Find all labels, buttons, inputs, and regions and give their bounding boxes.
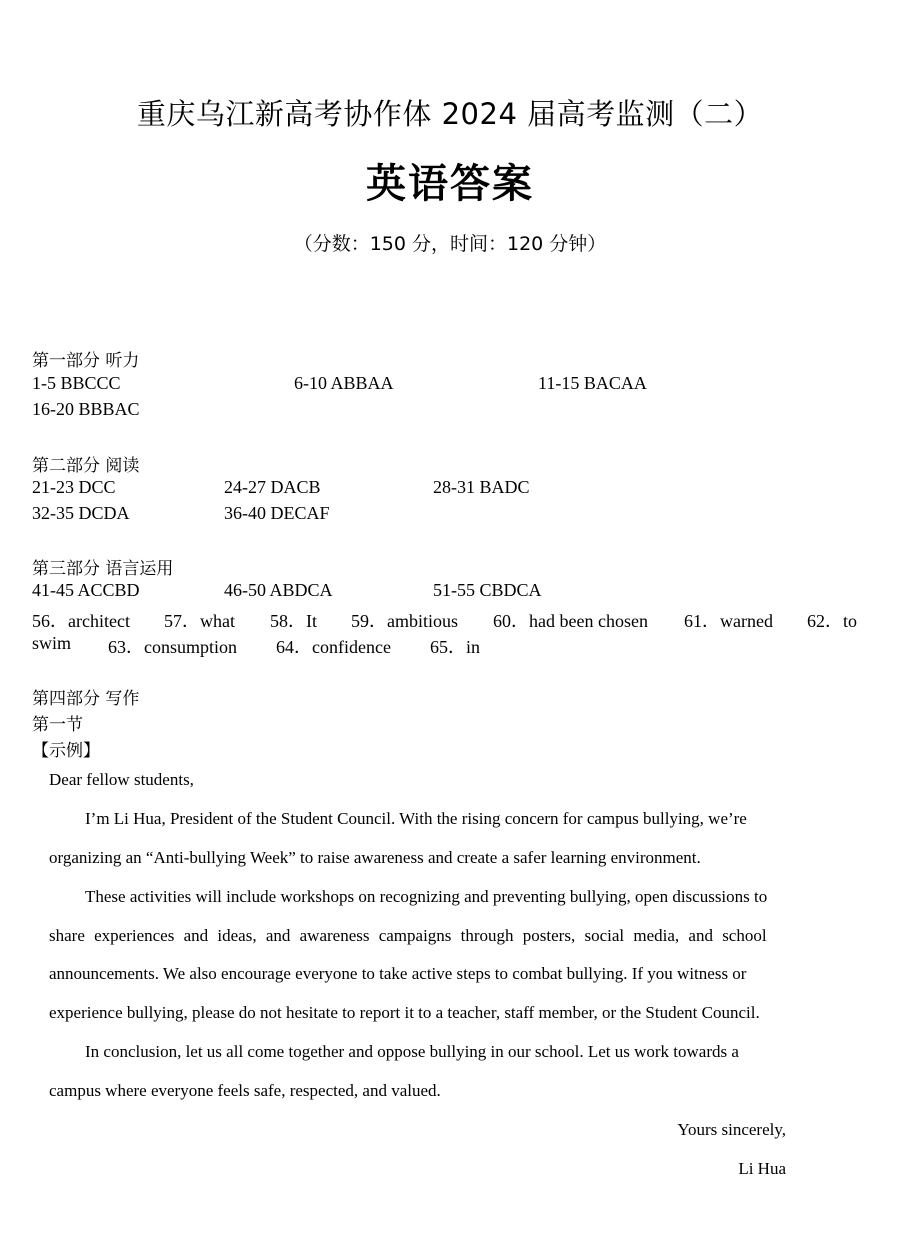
- essay-line: In conclusion, let us all come together and oppose bullying in our school. Let us work towards a: [85, 1042, 739, 1061]
- fill-answer: 61．warned: [684, 611, 773, 631]
- score-time-info: （分数：150 分，时间：120 分钟）: [293, 233, 607, 255]
- section-heading: 第一节: [32, 715, 83, 735]
- fill-answer: 58．It: [270, 611, 317, 631]
- answer-group: 11-15 BACAA: [538, 373, 647, 393]
- essay-signature: Li Hua: [738, 1159, 786, 1178]
- fill-answer: 59．ambitious: [351, 611, 458, 631]
- exam-title: 重庆乌江新高考协作体 2024 届高考监测（二）: [136, 97, 764, 131]
- part3-heading: 第三部分 语言运用: [32, 559, 174, 579]
- answer-group: 24-27 DACB: [224, 477, 321, 497]
- part2-heading: 第二部分 阅读: [32, 456, 140, 476]
- answer-group: 32-35 DCDA: [32, 503, 130, 523]
- essay-closing: Yours sincerely,: [677, 1120, 786, 1139]
- fill-answer: swim: [32, 633, 72, 653]
- fill-answer: 60．had been chosen: [493, 611, 648, 631]
- answer-group: 36-40 DECAF: [224, 503, 330, 523]
- essay-line: campus where everyone feels safe, respected, and valued.: [49, 1081, 441, 1100]
- answer-group: 28-31 BADC: [433, 477, 530, 497]
- fill-answer: 57．what: [164, 611, 235, 631]
- answer-group: 6-10 ABBAA: [294, 373, 394, 393]
- fill-answer: 63．consumption: [108, 637, 237, 657]
- essay-line: announcements. We also encourage everyone to take active steps to combat bullying. If you witness or: [49, 964, 747, 983]
- fill-answer: 62．to: [807, 611, 858, 631]
- answer-group: 21-23 DCC: [32, 477, 116, 497]
- answer-group: 46-50 ABDCA: [224, 580, 333, 600]
- answer-group: 41-45 ACCBD: [32, 580, 140, 600]
- essay-line: experience bullying, please do not hesitate to report it to a teacher, staff member, or the Student Council.: [49, 1003, 760, 1022]
- part4-heading: 第四部分 写作: [32, 689, 140, 709]
- essay-line: These activities will include workshops on recognizing and preventing bullying, open discussions to: [85, 887, 768, 906]
- answer-group: 16-20 BBBAC: [32, 399, 140, 419]
- answer-group: 1-5 BBCCC: [32, 373, 121, 393]
- fill-answer: 56．architect: [32, 611, 130, 631]
- subject-title: 英语答案: [366, 161, 534, 207]
- answer-group: 51-55 CBDCA: [433, 580, 542, 600]
- part1-heading: 第一部分 听力: [32, 351, 140, 371]
- fill-answer: 65．in: [430, 637, 481, 657]
- essay-line: I’m Li Hua, President of the Student Council. With the rising concern for campus bullying, we’re: [85, 809, 747, 828]
- fill-answer: 64．confidence: [276, 637, 391, 657]
- essay-line: organizing an “Anti-bullying Week” to raise awareness and create a safer learning environment.: [49, 848, 701, 867]
- essay-greeting: Dear fellow students,: [49, 770, 194, 789]
- sample-label: 【示例】: [32, 741, 100, 761]
- essay-line: share experiences and ideas, and awareness campaigns through posters, social media, and school: [49, 926, 767, 945]
